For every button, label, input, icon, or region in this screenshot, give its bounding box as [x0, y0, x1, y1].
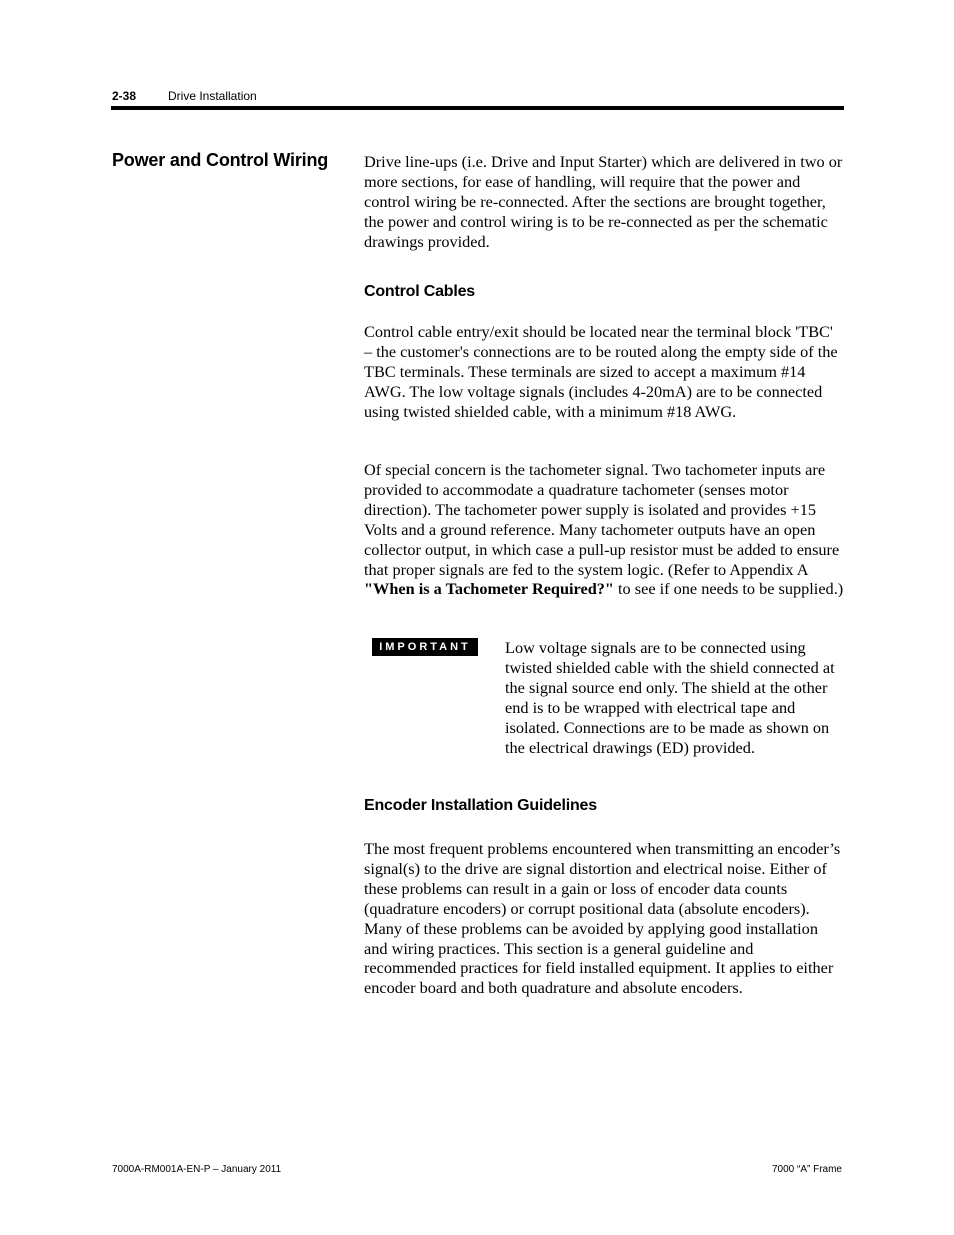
important-text: Low voltage signals are to be connected using twisted shielded cable with the shield connected at the signal source end only. The shield at the other end is to be wrapped with electrical tape and isolated. Connections are to be made as shown on the electrical drawings (ED) provided.	[505, 638, 835, 757]
control-cables-paragraph-1: Control cable entry/exit should be located near the terminal block 'TBC' – the customer's connections are to be routed along the empty side of the TBC terminals. These terminals are sized to accept a maximum #14 AWG. The low voltage signals (includes 4-20mA) are to be connected using twisted shielded cable, with a minimum #18 AWG.	[364, 322, 838, 421]
header-rule	[111, 106, 844, 110]
encoder-paragraph: The most frequent problems encountered when transmitting an encoder’s signal(s) to the drive are signal distortion and electrical noise. Either of these problems can result in a gain or loss of encoder data counts (quadrature encoders) or corrupt positional data (absolute encoders). Many of these problems can be avoided by applying good installation and wiring practices. This section is a general guideline and recommended practices for field installed equipment. It applies to either encoder board and both quadrature and absolute encoders.	[364, 839, 841, 998]
tachometer-text-1: Of special concern is the tachometer signal. Two tachometer inputs are provided to accommodate a quadrature tachometer (senses motor direction). The tachometer power supply is isolated and provides +15 Volts and a ground reference. Many tachometer outputs have an open collector output, in which case a pull-up resistor must be added to ensure that proper signals are fed to the system logic. (Refer to Appendix A	[364, 460, 840, 579]
encoder-heading: Encoder Installation Guidelines	[364, 797, 597, 814]
important-badge: IMPORTANT	[372, 638, 478, 656]
tachometer-block	[364, 460, 844, 599]
header-section-title: Drive Installation	[168, 89, 257, 103]
tachometer-bold-reference: "When is a Tachometer Required?"	[364, 579, 614, 599]
important-note	[505, 638, 850, 757]
encoder-block	[364, 839, 844, 998]
intro-paragraph: Drive line-ups (i.e. Drive and Input Starter) which are delivered in two or more sections, for ease of handling, will require that the power and control wiring be re-connected. After the sections are brought together, the power and control wiring is to be re-connected as per the schematic drawings provided.	[364, 152, 843, 251]
tachometer-paragraph	[364, 460, 844, 599]
page-number: 2-38	[112, 89, 137, 103]
section-heading: Power and Control Wiring	[112, 150, 329, 170]
control-cables-block	[364, 322, 844, 422]
control-cables-heading: Control Cables	[364, 283, 475, 300]
footer-publication: 7000A-RM001A-EN-P – January 2011	[112, 1164, 282, 1175]
tachometer-text-2: to see if one needs to be supplied.)	[613, 579, 844, 599]
footer-product: 7000 “A” Frame	[771, 1164, 842, 1175]
intro-paragraph-block	[364, 152, 844, 252]
